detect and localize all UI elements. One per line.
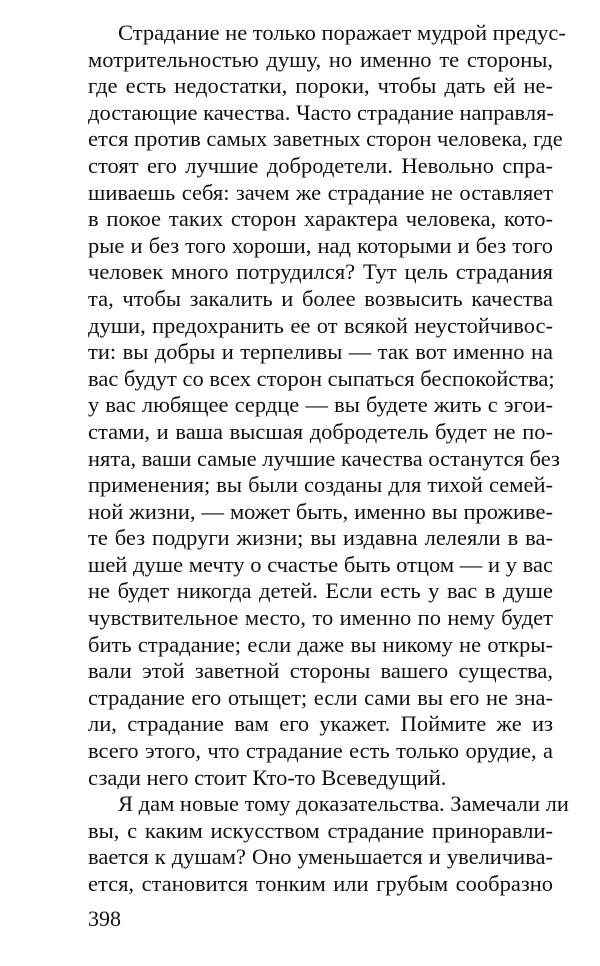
text-line: та, чтобы закалить и более возвысить качества [88,285,553,311]
text-line: ется, становится тонким или грубым сообразно [88,871,553,896]
text-line: шиваешь себя: зачем же страдание не оставляет [88,179,553,205]
text-line: вы, с каким искусством страдание приноравли- [88,817,553,843]
text-line: ется против самых заветных сторон человека, где [88,126,563,152]
text-line: Страдание не только поражает мудрой предус- [118,20,566,45]
text-line: ли, страдание вам его укажет. Поймите же из [88,711,553,737]
page-body [88,20,569,898]
text-line: Я дам новые тому доказательства. Замечали ли [118,791,569,817]
text-line: не будет никогда детей. Если есть у вас в душе [88,578,553,604]
text-line: души, предохранить ее от всякой неустойчивос- [88,312,553,338]
page-number: 398 [88,906,121,931]
text-line: достающие качества. Часто страдание направля- [88,99,554,125]
text-line: шей душе мечту о счастье быть отцом — и у вас [88,551,553,577]
text-line: вается к душам? Оно уменьшается и увеличива- [88,844,553,870]
text-line: стоят его лучшие добродетели. Невольно спра- [88,152,553,178]
text-line: вали этой заветной стороны вашего существа, [88,658,553,684]
paragraph [88,20,566,791]
text-line: стами, и ваша высшая добродетель будет не по- [88,418,553,444]
text-line: где есть недостатки, пороки, чтобы дать ей не- [88,73,553,99]
text-line: нята, ваши самые лучшие качества останутся без [88,445,560,471]
text-line: мотрительностью душу, но именно те стороны, [88,46,553,72]
text-line: всего этого, что страдание есть только орудие, а [88,738,553,764]
text-line: чувствительное место, то именно по нему будет [88,605,553,631]
text-line: рые и без того хороши, над которыми и без того [88,232,553,258]
text-line: ной жизни, — может быть, именно вы проживе- [88,498,553,524]
text-line: ти: вы добры и терпеливы — так вот именно на [88,339,553,365]
text-line: вас будут со всех сторон сыпаться беспокойства; [88,365,555,391]
text-line: в покое таких сторон характера человека, кото- [88,206,553,232]
text-line: человек много потрудился? Тут цель страдания [88,259,553,285]
text-line: у вас любящее сердце — вы будете жить с эгои- [88,392,553,418]
paragraph [88,791,569,897]
text-line: сзади него стоит Кто-то Всеведущий. [88,764,447,790]
text-line: те без подруги жизни; вы издавна лелеяли в ва- [88,525,553,551]
text-line: бить страдание; если даже вы никому не откры- [88,631,553,657]
text-line: страдание его отыщет; если сами вы его не зна- [88,684,553,710]
text-line: применения; вы были созданы для тихой семей- [88,472,553,498]
